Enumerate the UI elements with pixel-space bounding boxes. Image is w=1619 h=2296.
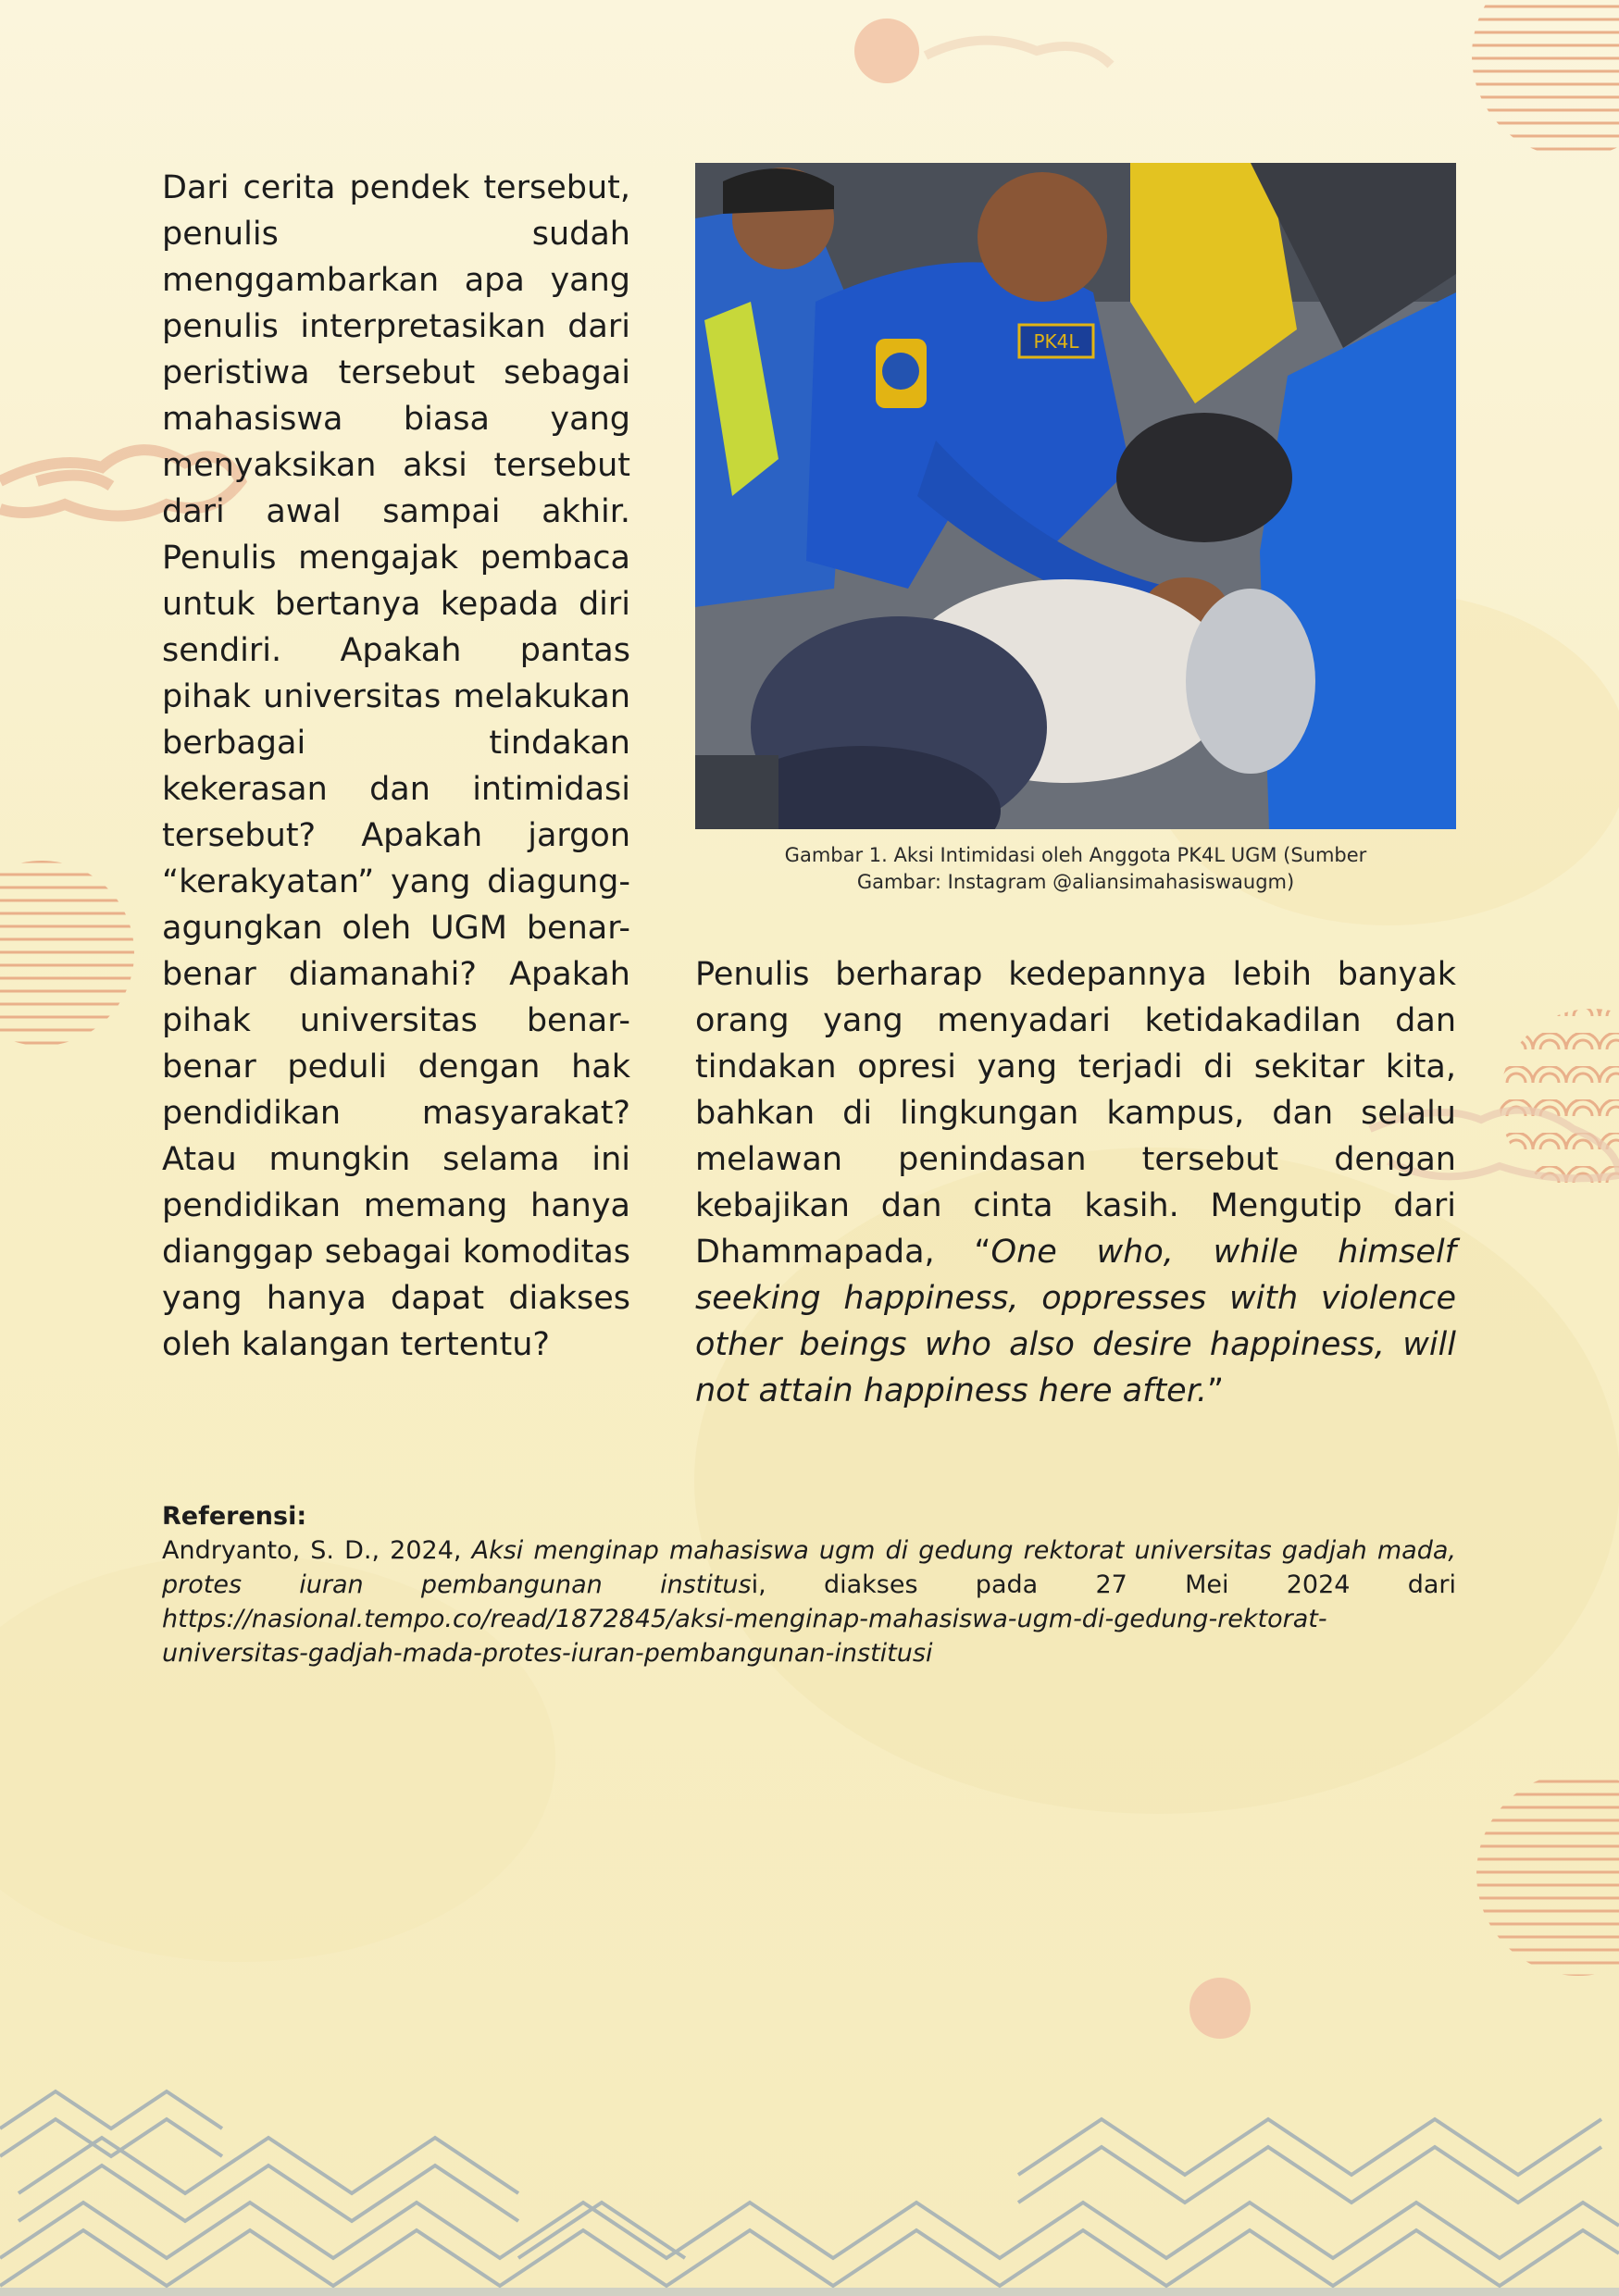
right-paragraph-text: Penulis berharap kedepannya lebih banyak orang yang menyadari ketidakadilan dan tindakan opresi yang terjadi di sekitar kita, bahkan di lingkungan kampus, dan selalu melawan penindasan tersebut dengan kebajikan dan cinta kasih. Mengutip dari Dhammapada, “ <box>695 956 1456 1271</box>
svg-text:PK4L: PK4L <box>1033 330 1079 353</box>
references-title: Referensi: <box>162 1502 307 1531</box>
reference-title-tail: i <box>751 1570 759 1599</box>
reference-url[interactable]: https://nasional.tempo.co/read/1872845/aksi-menginap-mahasiswa-ugm-di-gedung-rektorat-universitas-gadjah-mada-protes-iuran-pembangunan-institusi <box>162 1605 1327 1668</box>
quote-closing-mark: ” <box>1207 1372 1225 1409</box>
reference-author: Andryanto, S. D., 2024, <box>162 1536 472 1565</box>
figure <box>695 163 1456 896</box>
reference-access-date: , diakses pada 27 Mei 2024 dari <box>758 1570 1457 1599</box>
references-section <box>162 1499 1456 1670</box>
photo-security-officers-crowd <box>695 163 1456 829</box>
dhammapada-quote: One who, while himself seeking happiness, oppresses with violence other beings who also desire happiness, will not attain happiness here after. <box>695 1234 1456 1409</box>
left-column-paragraph: Dari cerita pendek tersebut, penulis sudah menggambarkan apa yang penulis interpretasikan dari peristiwa tersebut sebagai mahasiswa biasa yang menyaksikan aksi tersebut dari awal sampai akhir. Penulis mengajak pembaca untuk bertanya kepada diri sendiri. Apakah pantas pihak universitas melakukan berbagai tindakan kekerasan dan intimidasi tersebut? Apakah jargon “kerakyatan” yang diagung-agungkan oleh UGM benar-benar diamanahi? Apakah pihak universitas benar-benar peduli dengan hak pendidikan masyarakat? Atau mungkin selama ini pendidikan memang hanya dianggap sebagai komoditas yang hanya dapat diakses oleh kalangan tertentu? <box>162 169 630 1363</box>
reference-entry <box>162 1533 1456 1670</box>
reference-title: Aksi menginap mahasiswa ugm di gedung rektorat universitas gadjah mada, protes iuran pembangunan institus <box>162 1536 1456 1599</box>
right-column-paragraph <box>695 951 1456 1414</box>
figure-caption: Gambar 1. Aksi Intimidasi oleh Anggota PK4L UGM (Sumber Gambar: Instagram @aliansimahasiswaugm) <box>784 844 1367 893</box>
